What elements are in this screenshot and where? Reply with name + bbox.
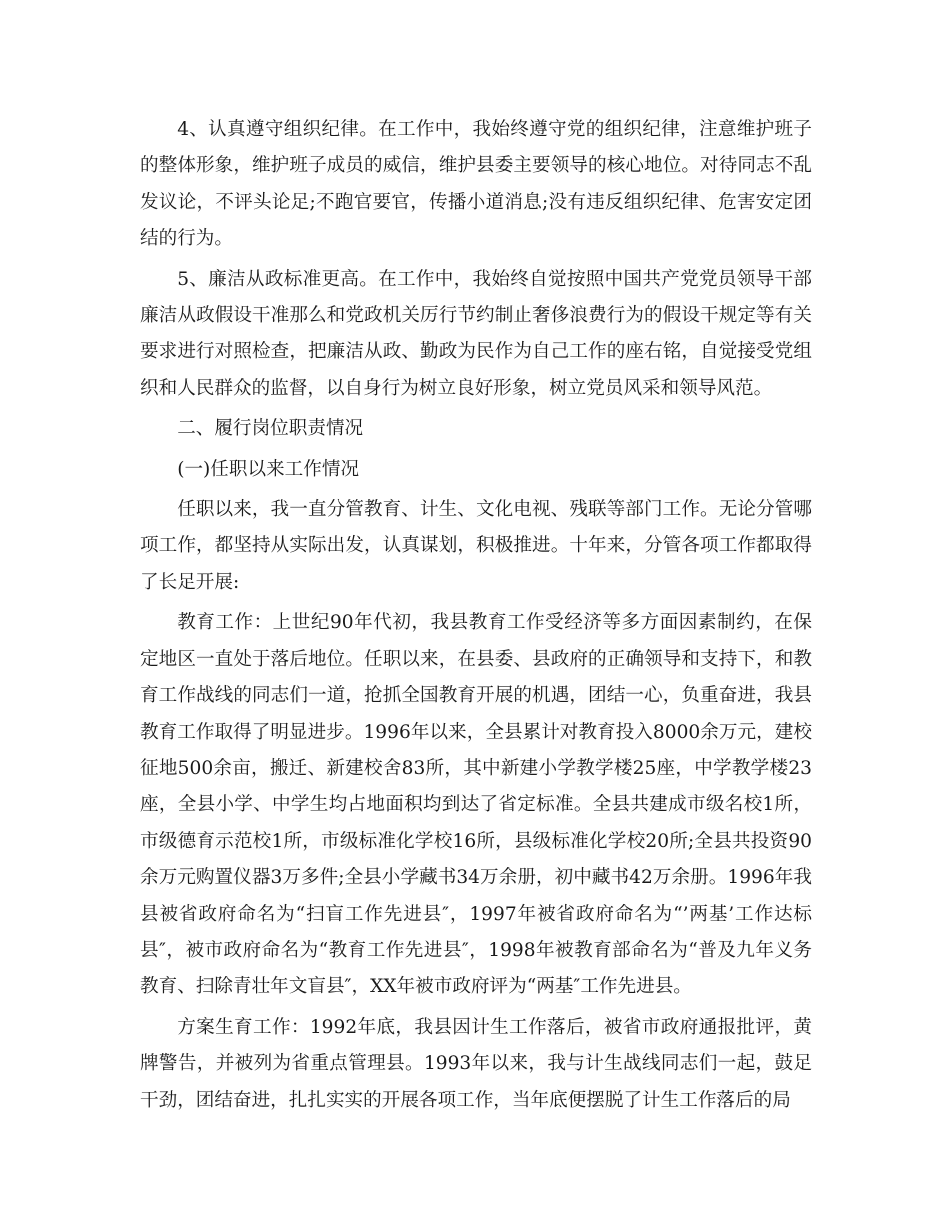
paragraph-education-work: 教育工作：上世纪90年代初，我县教育工作受经济等多方面因素制约，在保定地区一直处于落后地位。任职以来，在县委、县政府的正确领导和支持下，和教育工作战线的同志们一道，抢抓全国教育开展的机遇，团结一心，负重奋进，我县教育工作取得了明显进步。1996年以来，全县累计对教育投入8000余万元，建校征地500余亩，搬迁、新建校舍83所，其中新建小学教学楼25座，中学教学楼23座，全县小学、中学生均占地面积均到达了省定标准。全县共建成市级名校1所，市级德育示范校1所，市级标准化学校16所，县级标准化学校20所;全县共投资90余万元购置仪器3万多件;全县小学藏书34万余册，初中藏书42万余册。1996年我县被省政府命名为“扫盲工作先进县″，1997年被省政府命名为“’两基’工作达标县″，被市政府命名为“教育工作先进县″，1998年被教育部命名为“普及九年义务教育、扫除青壮年文盲县″，XX年被市政府评为“两基″工作先进县。: [140, 612, 812, 998]
subsection-heading-work: (一)任职以来工作情况: [177, 458, 360, 480]
paragraph-family-planning: 方案生育工作：1992年底，我县因计生工作落后，被省市政府通报批评，黄牌警告，并被列为省重点管理县。1993年以来，我与计生战线同志们一起，鼓足干劲，团结奋进，扎扎实实的开展各项工作，当年底便摆脱了计生工作落后的局: [140, 1016, 812, 1111]
paragraph-work-overview: 任职以来，我一直分管教育、计生、文化电视、残联等部门工作。无论分管哪项工作，都坚持从实际出发，认真谋划，积极推进。十年来，分管各项工作都取得了长足开展:: [140, 499, 812, 593]
paragraph-organization-discipline: 4、认真遵守组织纪律。在工作中，我始终遵守党的组织纪律，注意维护班子的整体形象，维护班子成员的威信，维护县委主要领导的核心地位。对待同志不乱发议论，不评头论足;不跑官要官，传播小道消息;没有违反组织纪律、危害安定团结的行为。: [140, 119, 812, 250]
document-page: [140, 112, 812, 1123]
paragraph-clean-governance: 5、廉洁从政标准更高。在工作中，我始终自觉按照中国共产党党员领导干部廉洁从政假设干准那么和党政机关厉行节约制止奢侈浪费行为的假设干规定等有关要求进行对照检查，把廉洁从政、勤政为民作为自己工作的座右铭，自觉接受党组织和人民群众的监督，以自身行为树立良好形象，树立党员风采和领导风范。: [140, 268, 812, 399]
section-heading-duties: 二、履行岗位职责情况: [177, 418, 364, 440]
